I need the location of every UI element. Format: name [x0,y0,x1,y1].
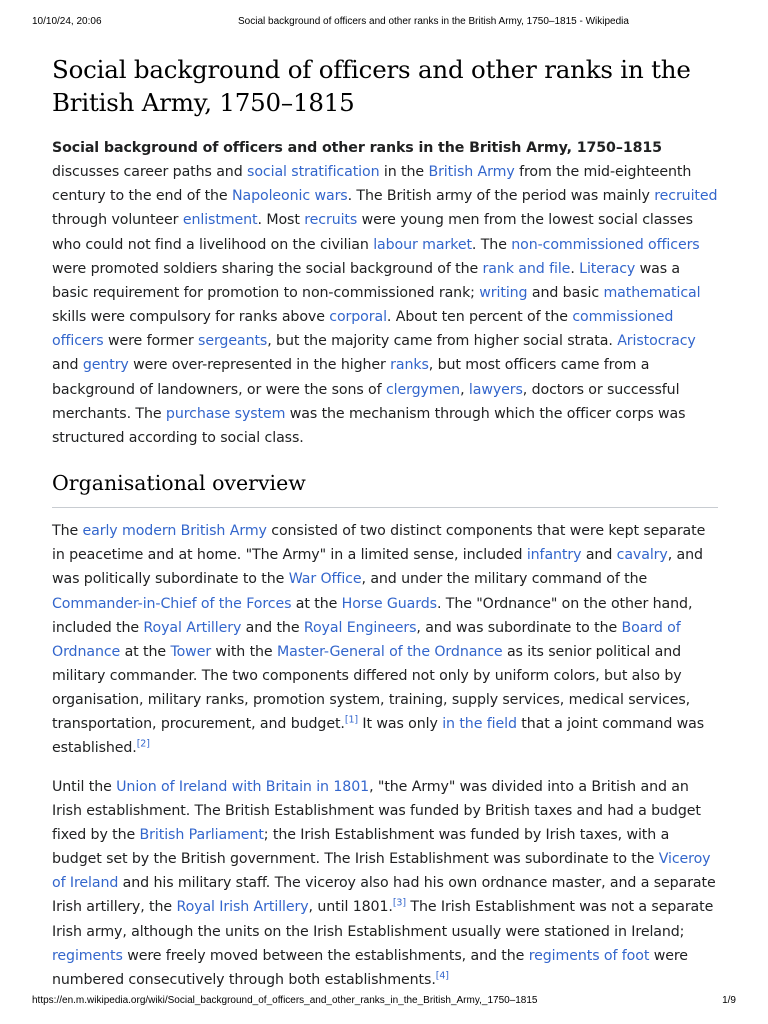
text-run: were former [103,333,199,350]
print-url: https://en.m.wikipedia.org/wiki/Social_background_of_officers_and_other_ranks_in_the_British_Army,_1750–1815 [32,995,538,1006]
citation-ref[interactable]: [1] [344,714,359,726]
wiki-link[interactable]: Commander-in-Chief of the Forces [52,595,292,612]
paragraph-irish-establishment [52,775,718,992]
wiki-link[interactable]: lawyers [468,381,523,398]
text-run: , doctors or successful merchants. The [52,381,680,422]
text-run: , but the majority came from higher social strata. [267,333,618,350]
text-run: and basic [527,284,604,301]
wiki-link[interactable]: Aristocracy [617,333,696,350]
wiki-link[interactable]: Viceroy of Ireland [52,851,711,892]
text-run: that a joint command was established. [52,716,705,757]
wiki-link[interactable]: Tower [170,643,212,660]
lead-paragraph [52,136,718,450]
wiki-link[interactable]: early modern British Army [82,523,267,540]
text-run: , and was politically subordinate to the [52,547,703,588]
citation-ref[interactable]: [4] [435,970,449,982]
wiki-link[interactable]: writing [479,284,528,301]
text-run: skills were compulsory for ranks above [52,309,330,326]
print-footer [32,995,736,1009]
text-run: , until 1801. [308,899,393,916]
text-run: . About ten percent of the [386,309,573,326]
wiki-link[interactable]: clergymen [385,381,461,398]
text-run: and [581,547,617,564]
wiki-link[interactable]: cavalry [616,547,668,564]
wiki-link[interactable]: regiments [52,947,123,964]
text-run: as its senior political and military commander. The two components differed not only by uniform colors, but also by organisation, military ranks, promotion system, training, supply services, medical services, transportation, procurement, and budget. [52,643,691,733]
wiki-link[interactable]: social stratification [247,164,380,181]
text-run: in the [379,164,429,181]
text-run: . [570,260,580,277]
page-title: Social background of officers and other ranks in the British Army, 1750–1815 [52,55,691,117]
wiki-link[interactable]: Board of Ordnance [52,619,681,660]
wiki-link[interactable]: Royal Artillery [143,619,242,636]
text-run: and the [241,619,304,636]
wiki-link[interactable]: Union of Ireland with Britain in 1801 [116,778,370,795]
text-run: , "the Army" was divided into a British and an Irish establishment. The British Establishment was funded by British taxes and had a budget fixed by the [52,778,701,843]
wiki-link[interactable]: recruited [654,188,718,205]
text-run: The [52,523,83,540]
wiki-link[interactable]: non-commissioned officers [511,236,700,253]
text-run: with the [211,643,277,660]
wiki-link[interactable]: recruits [304,212,358,229]
text-run: was a basic requirement for promotion to non-commissioned rank; [52,260,681,301]
wiki-link[interactable]: British Parliament [139,826,264,843]
wiki-link[interactable]: in the field [442,716,517,733]
text-run: and his military staff. The viceroy also had his own ordnance master, and a separate Irish artillery, the [52,875,716,916]
text-run: were freely moved between the establishments, and the [122,947,529,964]
print-header [32,16,736,30]
wiki-link[interactable]: mathematical [603,284,701,301]
text-run: discusses career paths and [52,164,248,181]
wiki-link[interactable]: gentry [82,357,129,374]
text-run: , [460,381,469,398]
text-run: were promoted soldiers sharing the social background of the [52,260,483,277]
text-run: . The "Ordnance" on the other hand, included the [52,595,693,636]
text-run: , and under the military command of the [361,571,648,588]
text-run: were young men from the lowest social classes who could not find a livelihood on the civilian [52,212,693,253]
wiki-link[interactable]: enlistment [182,212,258,229]
print-datetime: 10/10/24, 20:06 [32,16,102,27]
wiki-link[interactable]: British Army [428,164,515,181]
bold-term: Social background of officers and other ranks in the British Army, 1750–1815 [52,140,662,156]
text-run: through volunteer [52,212,183,229]
wiki-link[interactable]: Royal Engineers [303,619,417,636]
text-run: Until the [52,778,117,795]
paragraph-organisational-overview [52,519,718,761]
text-run: were over-represented in the higher [128,357,391,374]
wiki-link[interactable]: Master-General of the Ordnance [276,643,503,660]
wiki-link[interactable]: War Office [288,571,362,588]
text-run: . The British army of the period was mainly [347,188,655,205]
print-page-number: 1/9 [722,995,736,1006]
wiki-link[interactable]: Napoleonic wars [231,188,348,205]
wiki-link[interactable]: labour market [373,236,472,253]
text-run: was the mechanism through which the officer corps was structured according to social class. [52,405,686,446]
wiki-link[interactable]: Horse Guards [341,595,437,612]
wiki-link[interactable]: Royal Irish Artillery [176,899,309,916]
wiki-link[interactable]: purchase system [165,405,286,422]
citation-ref[interactable]: [3] [392,897,406,909]
text-run: and [52,357,83,374]
wiki-link[interactable]: ranks [390,357,429,374]
text-run: . Most [257,212,305,229]
text-run: consisted of two distinct components that were kept separate in peacetime and at home. "The Army" in a limited sense, included [52,523,706,564]
section-heading-organisational-overview: Organisational overview [52,468,718,508]
wiki-link[interactable]: corporal [329,309,387,326]
wiki-link[interactable]: infantry [526,547,582,564]
text-run: were numbered consecutively through both establishments. [52,947,688,988]
wiki-link[interactable]: Literacy [579,260,636,277]
wiki-link[interactable]: commissioned officers [52,309,674,350]
wiki-link[interactable]: rank and file [482,260,571,277]
text-run: ; the Irish Establishment was funded by Irish taxes, with a budget set by the British government. The Irish Establishment was subordinate to the [52,826,670,868]
text-run: at the [120,643,171,660]
text-run: The Irish Establishment was not a separate Irish army, although the units on the Irish Establishment usually were stationed in Ireland; [52,899,714,940]
wiki-link[interactable]: regiments of foot [528,947,650,964]
text-run: It was only [358,716,443,733]
print-page-title: Social background of officers and other ranks in the British Army, 1750–1815 - Wikipedia [238,16,629,27]
text-run: . The [471,236,512,253]
wiki-link[interactable]: sergeants [198,333,268,350]
citation-ref[interactable]: [2] [136,738,150,750]
article-content [52,53,718,992]
text-run: , but most officers came from a background of landowners, or were the sons of [52,357,650,398]
text-run: at the [291,595,342,612]
text-run: from the mid-eighteenth century to the end of the [52,164,692,205]
text-run: , and was subordinate to the [416,619,622,636]
